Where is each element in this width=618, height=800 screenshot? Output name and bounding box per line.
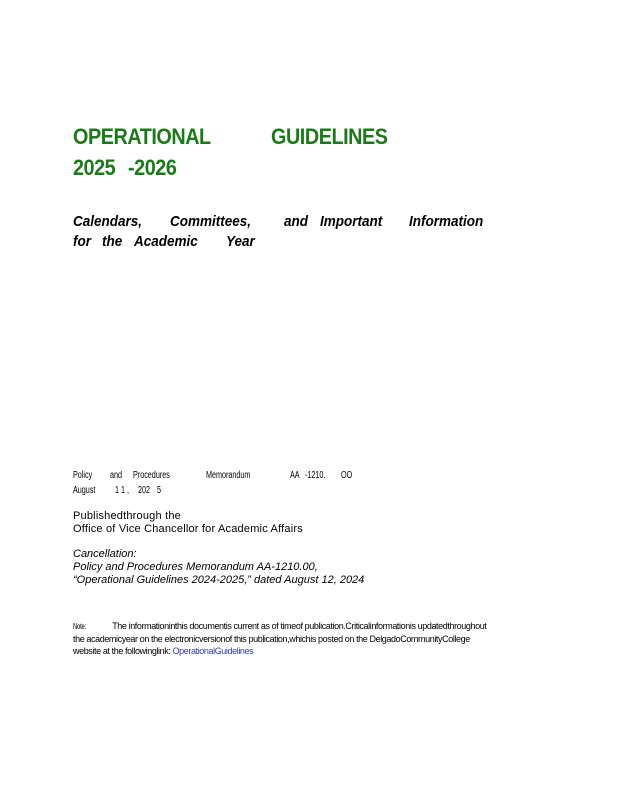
memo-word: 5 [157, 485, 162, 496]
memo-word: and [110, 470, 123, 481]
subtitle-word: Year [226, 233, 255, 250]
published-line: Publishedthrough the [73, 510, 181, 522]
memo-word: AA [290, 470, 300, 481]
subtitle-word: Academic [134, 233, 198, 250]
note-line [73, 621, 486, 631]
published-office-line: Office of Vice Chancellor for Academic Affairs [73, 523, 303, 535]
subtitle-word: the [102, 233, 123, 250]
title-year-end: -2026 [128, 155, 177, 180]
subtitle-word: Important [320, 213, 383, 230]
note-line [73, 646, 253, 656]
title-word-operational: OPERATIONAL [73, 124, 211, 149]
cancellation-line: Policy and Procedures Memorandum AA-1210.00, [73, 561, 318, 573]
operational-guidelines-link[interactable]: OperationalGuidelines [172, 646, 254, 656]
note-text: website at the followinglink: [73, 646, 171, 656]
subtitle-word: Information [409, 213, 484, 230]
memo-word: Procedures [133, 470, 170, 481]
cancellation-heading: Cancellation: [73, 548, 137, 560]
memo-word: OO [341, 470, 353, 481]
subtitle-word: Committees, [170, 213, 252, 230]
title-word-guidelines: GUIDELINES [271, 124, 388, 149]
memo-word: 202 [138, 485, 151, 496]
subtitle-word: for [73, 233, 91, 250]
memo-word: -1210. [305, 470, 326, 481]
note-label: Note: [73, 622, 86, 631]
title-year-start: 2025 [73, 155, 116, 180]
memo-word: 1 1 , [115, 485, 130, 496]
note-text: The informationinthis documentis current as of timeof publication.Criticalinformationis updatedthroughout [112, 621, 487, 631]
note-line: the academicyear on the electronicversionof this publication,whichis posted on the DelgadoCommunityCollege [73, 634, 470, 644]
subtitle-word: Calendars, [73, 213, 143, 230]
memo-word: Policy [73, 470, 93, 481]
cancellation-line: “Operational Guidelines 2024-2025,” dated August 12, 2024 [73, 574, 365, 586]
memo-word: Memorandum [206, 470, 251, 481]
memo-word: August [73, 485, 96, 496]
subtitle-word: and [284, 213, 309, 230]
